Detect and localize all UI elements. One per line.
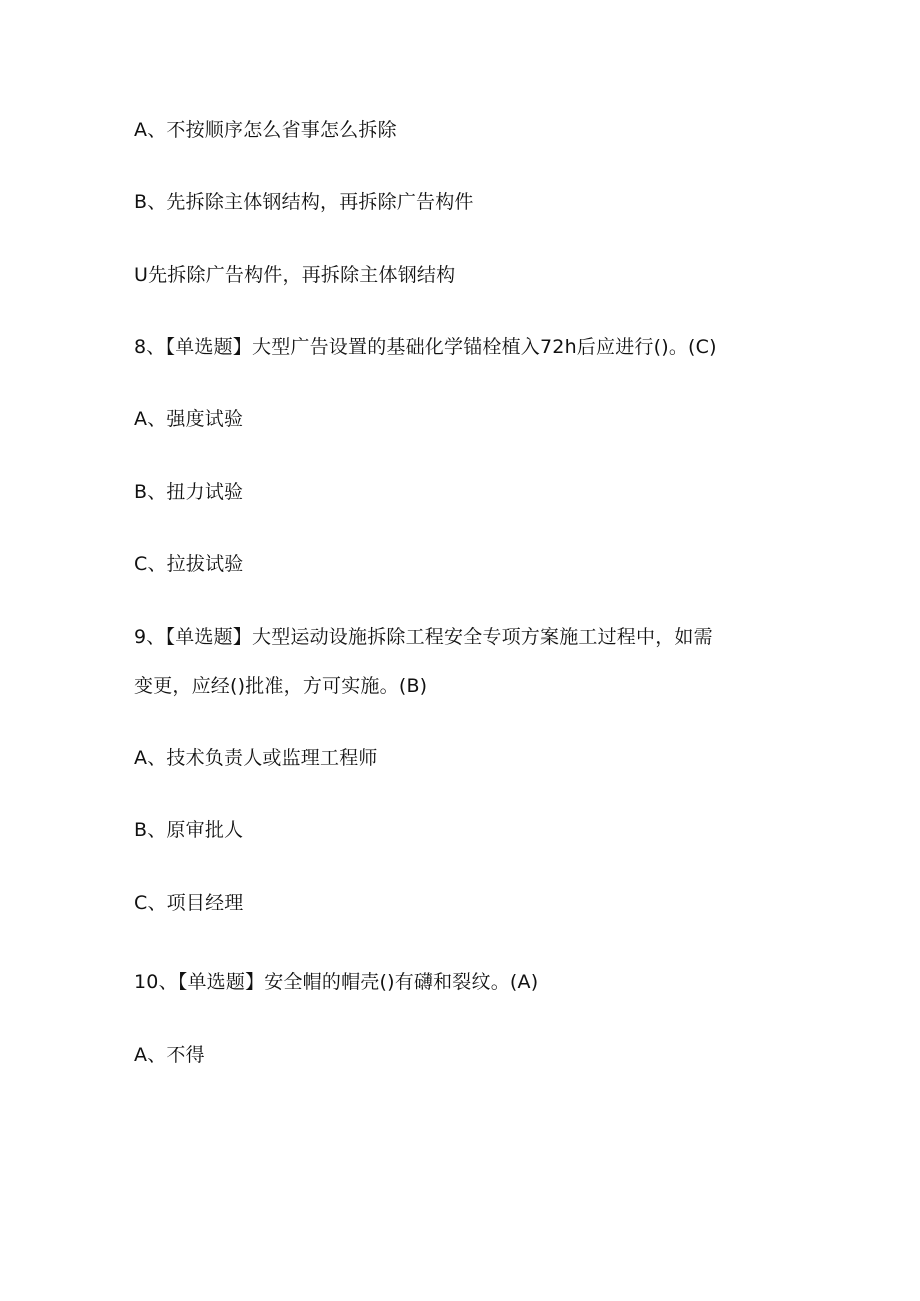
q10-option-a: A、不得 — [134, 1044, 205, 1066]
q9-option-a: A、技术负责人或监理工程师 — [134, 747, 378, 769]
q8-option-c: C、拉拔试验 — [134, 553, 244, 575]
q9-option-b: B、原审批人 — [134, 819, 244, 841]
q8-option-a: A、强度试验 — [134, 408, 244, 430]
q7-option-b: B、先拆除主体钢结构，再拆除广告构件 — [134, 191, 474, 213]
q7-option-c: U先拆除广告构件，再拆除主体钢结构 — [134, 264, 456, 286]
q8-question: 8、【单选题】大型广告设置的基础化学锚栓植入72h后应进行()。(C) — [134, 336, 717, 358]
q7-option-a: A、不按顺序怎么省事怎么拆除 — [134, 119, 397, 141]
q9-question-line-1: 9、【单选题】大型运动设施拆除工程安全专项方案施工过程中，如需 — [134, 626, 713, 648]
q10-question: 10、【单选题】安全帽的帽壳()有礴和裂纹。(A) — [134, 971, 539, 993]
q9-question-line-2: 变更，应经()批准，方可实施。(B) — [134, 675, 428, 697]
q9-option-c: C、项目经理 — [134, 892, 244, 914]
q8-option-b: B、扭力试验 — [134, 481, 244, 503]
